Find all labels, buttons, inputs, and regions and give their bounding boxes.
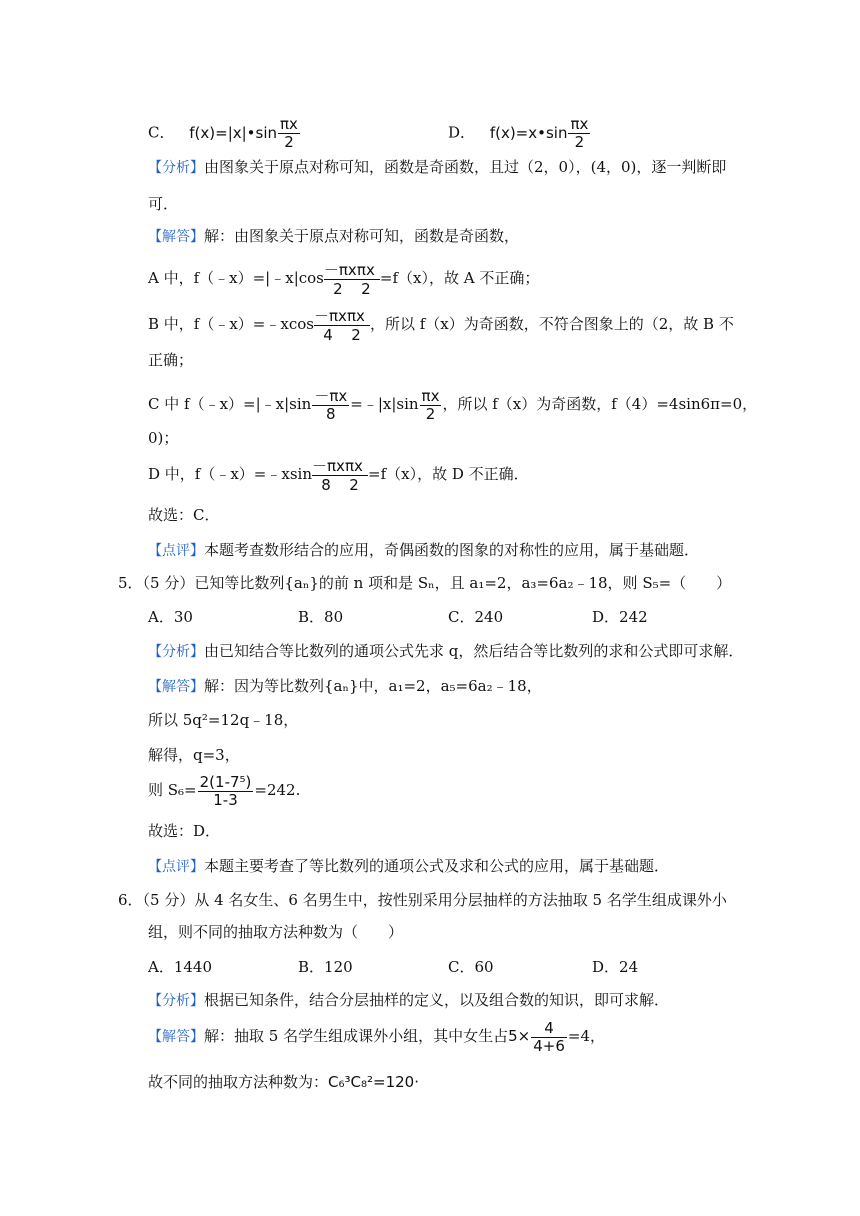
analysis-tag: 【分析】	[148, 993, 204, 1009]
math-expr: 5×	[508, 1027, 531, 1045]
answer-text: 解：由图象关于原点对称可知，函数是奇函数，	[204, 227, 520, 245]
double-fraction: －πx πx 2 2	[324, 259, 380, 299]
q6-stem: 6．（5 分）从 4 名女生、6 名男生中，按性别采用分层抽样的方法抽取 5 名学生组成课外小	[118, 891, 727, 909]
line-text: =4，	[567, 1027, 605, 1045]
q5-stem: 5．（5 分）已知等比数列{aₙ}的前 n 项和是 Sₙ，且 a₁=2，a₃=6a₂﹣18，则 S₅=（ ）	[118, 574, 732, 592]
fraction: $\frac{\pi x}{2}$	[421, 386, 440, 423]
q5-option-b: B．80	[298, 608, 344, 626]
analysis-text: 由图象关于原点对称可知，函数是奇函数，且过（2，0），(4，0)，逐一判断即	[204, 158, 727, 176]
fraction: $\frac{\pi x}{2}$	[280, 115, 298, 151]
q4-answer	[148, 226, 519, 247]
q4-analysis-cont: 可．	[148, 195, 179, 213]
q5-answer	[148, 676, 542, 697]
analysis-tag: 【分析】	[148, 160, 204, 176]
answer-tag: 【解答】	[148, 229, 204, 245]
q5-answer-4	[148, 770, 300, 810]
option-d-expr: f(x)=x•sin	[489, 123, 568, 142]
answer-text: 故不同的抽取方法种数为：	[148, 1073, 329, 1091]
q4-line-c	[148, 384, 757, 424]
fraction: $\frac{\pi x}{2}$	[570, 115, 589, 151]
q6-answer	[148, 1016, 605, 1057]
q5-option-c: C．240	[448, 608, 504, 626]
q5-comment	[148, 856, 669, 877]
q4-line-d	[148, 454, 529, 495]
analysis-text: 由已知结合等比数列的通项公式先求 q，然后结合等比数列的求和公式即可求解．	[204, 642, 744, 660]
line-text: ，所以 f（x）为奇函数，不符合图象上的（2，故 B 不	[369, 315, 734, 333]
answer-text: 解：因为等比数列{aₙ}中，a₁=2，a₅=6a₂﹣18，	[204, 677, 542, 695]
q6-option-d: D．24	[592, 958, 639, 976]
line-text: D 中，f（﹣x）=﹣xsin	[148, 465, 312, 483]
q4-comment	[148, 540, 699, 561]
q5-option-a: A．30	[148, 608, 193, 626]
q5-answer-2: 所以 5q²=12q﹣18，	[148, 711, 299, 729]
comment-text: 本题主要考查了等比数列的通项公式及求和公式的应用，属于基础题．	[204, 857, 670, 875]
option-c-expr: f(x)=|x|•sin	[189, 123, 278, 142]
line-text: ，所以 f（x）为奇函数，f（4）=4sin6π=0，	[442, 395, 758, 413]
option-c	[148, 116, 301, 151]
q4-line-b	[148, 304, 734, 345]
q6-option-b: B．120	[298, 958, 353, 976]
analysis-tag: 【分析】	[148, 644, 204, 660]
answer-tag: 【解答】	[148, 679, 204, 695]
q6-option-a: A．1440	[148, 958, 213, 976]
fraction: $\frac{\text{2(1-7⁵)}}{1-3}$	[199, 772, 252, 809]
double-fraction: －πx πx 4 2	[314, 305, 370, 345]
line-text: =f（x），故 D 不正确．	[368, 465, 529, 483]
q6-option-c: C．60	[448, 958, 494, 976]
double-fraction: －πx πx 8 2	[312, 455, 368, 495]
q4-choose: 故选：C．	[148, 506, 220, 524]
line-text: =f（x），故 A 不正确；	[379, 269, 540, 287]
line-text: B 中，f（﹣x）=﹣xcos	[148, 315, 314, 333]
q5-analysis	[148, 641, 743, 662]
q6-answer-2	[148, 1072, 419, 1092]
comment-tag: 【点评】	[148, 543, 204, 559]
line-text: C 中 f（﹣x）=|﹣x|sin	[148, 395, 312, 413]
q4-line-a	[148, 258, 539, 299]
line-text: 则 S₆=	[148, 781, 197, 799]
line-text: =﹣|x|sin	[350, 395, 419, 413]
q5-answer-3: 解得，q=3，	[148, 746, 240, 764]
q6-stem-cont: 组，则不同的抽取方法种数为（ ）	[148, 923, 404, 941]
comment-text: 本题考查数形结合的应用，奇偶函数的图象的对称性的应用，属于基础题．	[204, 541, 700, 559]
q4-line-b-cont: 正确；	[148, 351, 194, 369]
answer-tag: 【解答】	[148, 1029, 204, 1045]
fraction: $\frac{-\pi x}{8}$	[314, 386, 348, 423]
q4-analysis	[148, 157, 726, 178]
line-text: =242.	[254, 781, 301, 799]
q6-analysis	[148, 990, 669, 1011]
option-d	[448, 116, 591, 151]
analysis-text: 根据已知条件，结合分层抽样的定义，以及组合数的知识，即可求解．	[204, 991, 670, 1009]
q4-line-c-cont: 0)；	[148, 429, 179, 447]
math-expr: C₆³C₈²=120·	[328, 1073, 419, 1091]
line-text: A 中，f（﹣x）=|﹣x|cos	[148, 269, 324, 287]
option-label: D．	[448, 123, 476, 142]
comment-tag: 【点评】	[148, 859, 204, 875]
option-label: C．	[148, 123, 175, 142]
fraction: $\frac{4}{4+6}$	[533, 1018, 565, 1055]
q5-option-d: D．242	[592, 608, 648, 626]
q5-choose: 故选：D．	[148, 822, 221, 840]
answer-text: 解：抽取 5 名学生组成课外小组，其中女生占	[204, 1027, 509, 1045]
